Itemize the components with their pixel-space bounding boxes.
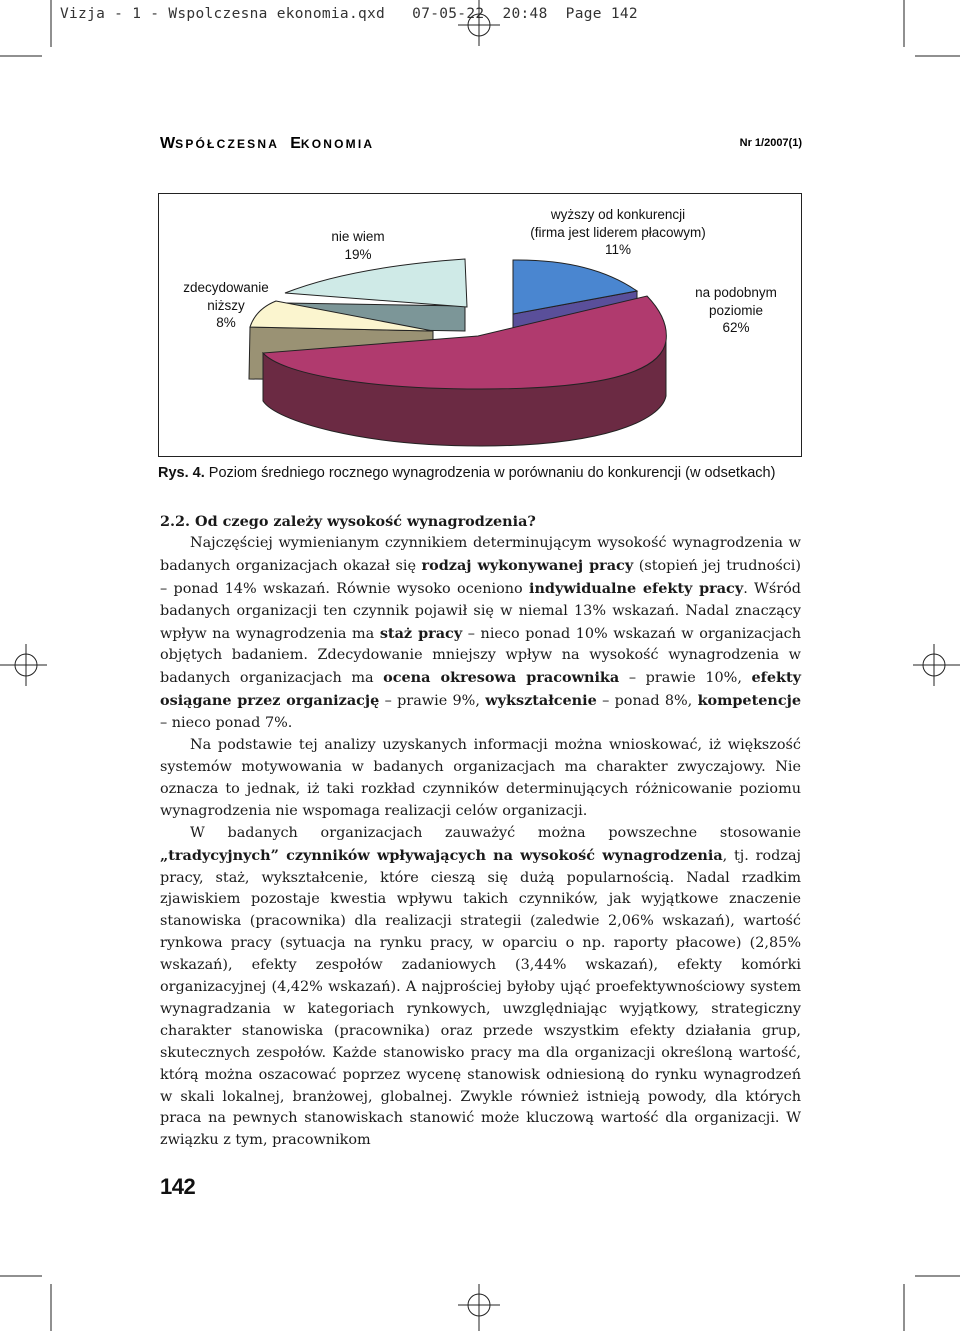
page-number: 142 (160, 1174, 196, 1199)
section-heading: 2.2. Od czego zależy wysokość wynagrodzenia? (160, 513, 536, 530)
issue-number: Nr 1/2007(1) (739, 137, 802, 149)
running-header (160, 135, 802, 153)
pie-label-zdecydowanie-nizszy: zdecydowanie niższy 8% (183, 280, 269, 330)
paragraph-3: W badanych organizacjach zauważyć można powszechne stosowanie „tradycyjnych” czynników wpływających na wysokość wynagrodzenia, tj. rodzaj pracy, staż, wykształcenie, które cieszą się dużą popularnością. Nadal rzadkim zjawiskiem pozostaje kwestia wpływu takich czynników, jak wyjątkowe znaczenie stanowiska (pracownika) dla realizacji strategii (zaledwie 2,06% wskazań), wartość rynkowa pracy (sytuacja na rynku pracy, w oparciu o np. raporty płacowe) (2,85% wskazań), efekty zespołów zadaniowych (3,44% wskazań), efekty komórki organizacyjnej (4,42% wskazań). A najprościej byłoby ująć proefektywnościowy system wynagradzania w kategoriach rynkowych, uwzględniając wyjątkowy, strategiczny charakter stanowiska (pracownika) oraz przede wszystkim efekty działania grup, skutecznych zespołów. Każde stanowisko pracy ma dla organizacji określoną wartość, którą można oszacować poprzez wycenę stanowisk odniesioną do rynku wynagrodzeń w skali lokalnej, branżowej, globalnej. Zwykle również istnieją powody, dla których praca na pewnych stanowiskach stanowić może kluczową wartość dla organizacji. W związku z tym, pracownikom (160, 824, 801, 1149)
paragraph-2: Na podstawie tej analizy uzyskanych informacji można wnioskować, iż większość systemów motywowania w badanych organizacjach ma charakter zwyczajowy. Nie oznacza to jednak, iż taki rozkład czynników determinujących różnicowanie poziomu wynagrodzenia nie wspomaga realizacji celów organizacji. (160, 737, 801, 819)
registration-mark-top (458, 0, 500, 46)
figure-label: Rys. 4. (158, 465, 205, 481)
figure-caption (158, 465, 775, 481)
pie-label-na-podobnym: na podobnym poziomie 62% (695, 285, 777, 335)
article-body (160, 511, 801, 1152)
pie-label-nie-wiem: nie wiem 19% (331, 229, 385, 262)
registration-mark-bottom (458, 1284, 500, 1331)
registration-mark-left (0, 644, 47, 686)
journal-title: WSPÓŁCZESNA EKONOMIA (160, 135, 375, 152)
registration-mark-right (913, 644, 960, 686)
pie-slice-nie-wiem (285, 259, 467, 307)
printer-slug: Vizja - 1 - Wspolczesna ekonomia.qxd 07-05-22 20:48 Page 142 (60, 6, 638, 22)
figure-caption-text: Poziom średniego rocznego wynagrodzenia w porównaniu do konkurencji (w odsetkach) (208, 465, 776, 481)
pie-chart (158, 193, 802, 457)
pie-label-wyzszy: wyższy od konkurencji (firma jest liderem płacowym) 11% (530, 207, 706, 257)
paragraph-1: Najczęściej wymienianym czynnikiem determinującym wysokość wynagrodzenia w badanych organizacjach okazał się rodzaj wykonywanej pracy (stopień jej trudności) – ponad 14% wskazań. Równie wysoko oceniono indywidualne efekty pracy. Wśród badanych organizacji ten czynnik pojawił się w niemal 13% wskazań. Nadal znaczący wpływ na wynagrodzenia ma staż pracy – nieco ponad 10% wskazań w organizacjach objętych badaniem. Zdecydowanie mniejszy wpływ na wysokość wynagrodzenia w badanych organizacjach ma ocena okresowa pracownika – prawie 10%, efekty osiągane przez organizację – prawie 9%, wykształcenie – ponad 8%, kompetencje – nieco ponad 7%. (160, 534, 801, 732)
